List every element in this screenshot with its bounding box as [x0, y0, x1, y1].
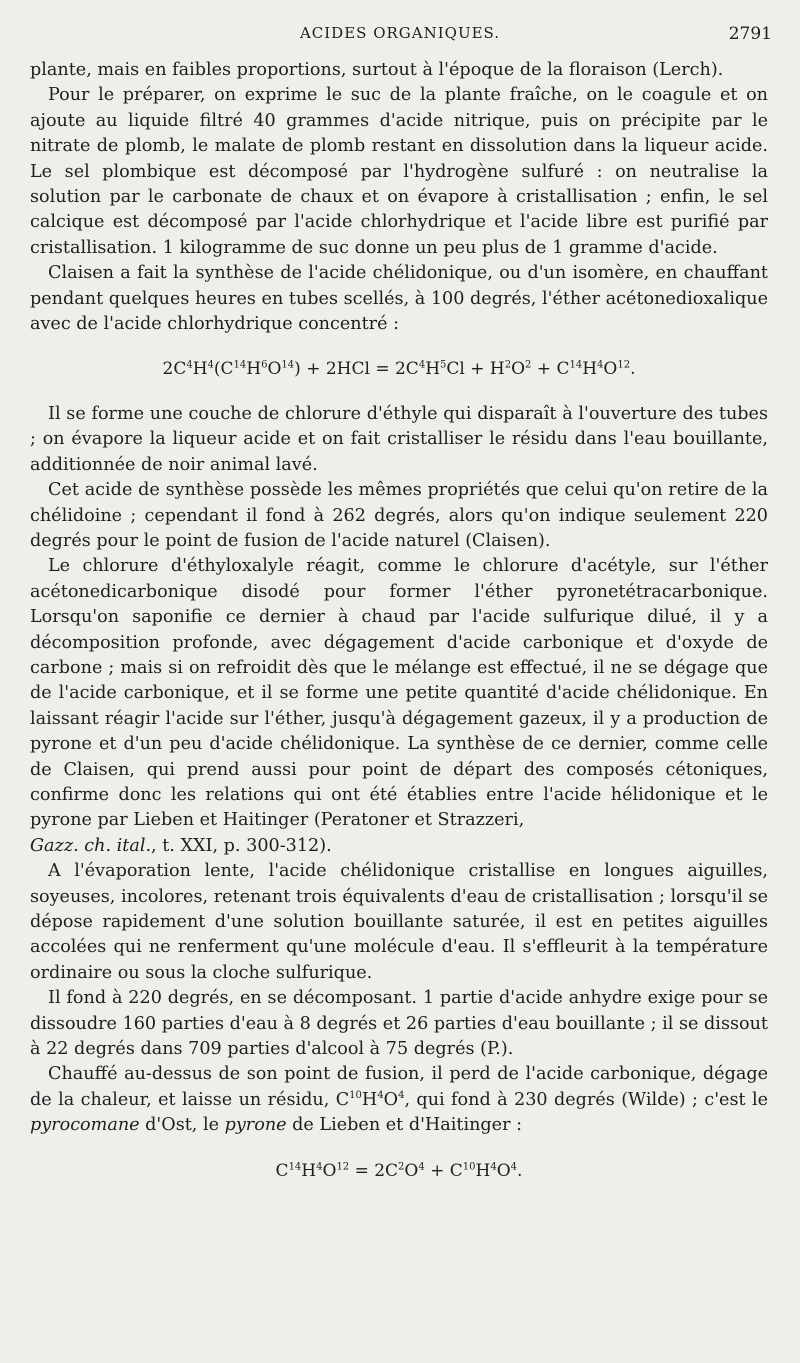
paragraph-6: Le chlorure d'éthyloxalyle réagit, comme le chlorure d'acétyle, sur l'éther acétonedicarbonique disodé pour former l'éther pyronetétracarbonique. Lorsqu'on saponifie ce dernier à chaud par l'acide sulfurique dilué, il y a décomposition profonde, avec dégagement d'acide carbonique et d'oxyde de carbone ; mais si on refroidit dès que le mélange est effectué, il ne se dégage que de l'acide carbonique, et il se forme une petite quantité d'acide chélidonique. En laissant réagir l'acide sur l'éther, jusqu'à dégagement gazeux, il y a production de pyrone et d'un peu d'acide chélidonique. La synthèse de ce dernier, comme celle de Claisen, qui prend aussi pour point de départ des composés cétoniques, confirme donc les relations qui ont été établies entre l'acide hélidonique et le pyrone par Lieben et Haitinger (Peratoner et Strazzeri, Gazz. ch. ital., t. XXI, p. 300-312). — [30, 556, 768, 856]
page-number: 2791 — [728, 24, 772, 44]
formula-pyrone: $C^{14}H^4O^{12} = 2C^2O^4 + C^{10}H^4O^4$. — [275, 1160, 523, 1181]
journal-reference: Gazz. ch. ital. — [30, 835, 152, 856]
paragraph-7: A l'évaporation lente, l'acide chélidonique cristallise en longues aiguilles, soyeuses, incolores, retenant trois équivalents d'eau de cristallisation ; lorsqu'il se dépose rapidement d'une solution bouillante saturée, il est en petites aiguilles accolées qui ne renferment qu'une molécule d'eau. Il s'effleurit à la température ordinaire ou sous la cloche sulfurique. — [30, 861, 768, 983]
paragraph-1: plante, mais en faibles proportions, surtout à l'époque de la floraison (Lerch). — [30, 60, 724, 80]
paragraph-5: Cet acide de synthèse possède les mêmes propriétés que celui qu'on retire de la chélidoine ; cependant il fond à 262 degrés, alors qu'on indique seulement 220 degrés pour le point de fusion de l'acide naturel (Claisen). — [30, 480, 768, 551]
paragraph-9: Chauffé au-dessus de son point de fusion, il perd de l'acide carbonique, dégage de la chaleur, et laisse un résidu, $C^{10}H^4O^4$, qui fond à 230 degrés (Wilde) ; c'est le pyrocomane d'Ost, le pyrone de Lieben et d'Haitinger : — [30, 1064, 768, 1136]
running-header — [0, 18, 800, 48]
term-pyrocomane: pyrocomane — [30, 1115, 140, 1136]
paragraph-3: Claisen a fait la synthèse de l'acide chélidonique, ou d'un isomère, en chauffant pendant quelques heures en tubes scellés, à 100 degrés, l'éther acétonedioxalique avec de l'acide chlorhydrique concentré : — [30, 263, 768, 335]
term-pyrone: pyrone — [224, 1115, 287, 1136]
paragraph-2: Pour le préparer, on exprime le suc de la plante fraîche, on le coagule et on ajoute au liquide filtré 40 grammes d'acide nitrique, puis on précipite par le nitrate de plomb, le malate de plomb restant en dissolution dans la liqueur acide. Le sel plombique est décomposé par l'hydrogène sulfuré : on neutralise la solution par le carbonate de chaux et on évapore à cristallisation ; enfin, le sel calcique est décomposé par l'acide chlorhydrique et l'acide libre est purifié par cristallisation. 1 kilogramme de suc donne un peu plus de 1 gramme d'acide. — [30, 85, 768, 258]
paragraph-4: Il se forme une couche de chlorure d'éthyle qui disparaît à l'ouverture des tubes ; on évapore la liqueur acide et on fait cristalliser le résidu dans l'eau bouillante, additionnée de noir animal lavé. — [30, 403, 768, 475]
running-title: ACIDES ORGANIQUES. — [299, 24, 501, 42]
formula-claisen: $2C^4H^4(C^{14}H^6O^{14}) + 2HCl = 2C^4H^5Cl + H^2O^2 + C^{14}H^4O^{12}$. — [162, 359, 636, 380]
paragraph-8: Il fond à 220 degrés, en se décomposant. 1 partie d'acide anhydre exige pour se dissoudre 160 parties d'eau à 8 degrés et 26 parties d'eau bouillante ; il se dissout à 22 degrés dans 709 parties d'alcool à 75 degrés (P.). — [30, 988, 768, 1060]
body-text — [30, 58, 768, 1203]
